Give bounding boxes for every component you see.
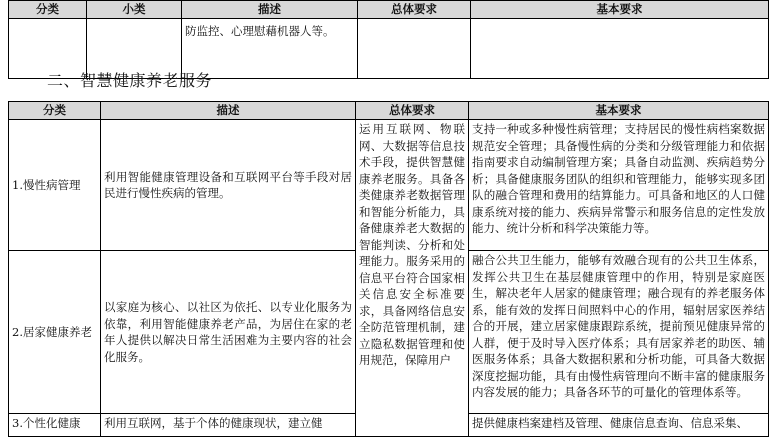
- continued-requirements-table: [8, 0, 769, 79]
- cell-description: 利用智能健康管理设备和互联网平台等手段对居民进行慢性疾病的管理。: [101, 120, 356, 251]
- header-subcategory: 小类: [87, 1, 182, 19]
- cell-category: 1.慢性病管理: [9, 120, 101, 251]
- header-description: 描述: [101, 102, 356, 120]
- cell-description: 利用互联网，基于个体的健康现状，建立健: [101, 414, 356, 437]
- cell-basic-requirement: 融合公共卫生能力，能够有效融合现有的公共卫生体系，发挥公共卫生在基层健康管理中的作用，特别是家庭医生，解决老年人居家的健康管理；融合现有的养老服务体系，能有效的发挥日间照料中心的作用，辐射居家医养结合的开展，建立居家健康跟踪系统，提前预见健康异常的人群，便于及时导入医疗体系；具有居家养老的助医、辅医服务体系；具备大数据积累和分析功能，可具备大数据深度挖掘功能，具有由慢性病管理向不断丰富的健康服务内容发展的能力；具备各环节的可量化的管理体系等。: [469, 251, 769, 414]
- header-overall-requirement: 总体要求: [356, 102, 469, 120]
- header-overall-requirement: 总体要求: [358, 1, 471, 19]
- header-basic-requirement: 基本要求: [471, 1, 769, 19]
- cell-overall-requirement: [358, 19, 471, 79]
- cell-description: 防监控、心理慰藉机器人等。: [182, 19, 358, 79]
- header-category: 分类: [9, 1, 87, 19]
- cell-category: 2.居家健康养老: [9, 251, 101, 414]
- header-description: 描述: [182, 1, 358, 19]
- table-header-row: [9, 102, 769, 120]
- table-row: [9, 120, 769, 251]
- cell-category: 3.个性化健康: [9, 414, 101, 437]
- service-requirements-table: [8, 101, 769, 437]
- cell-basic-requirement: [471, 19, 769, 79]
- cell-description: 以家庭为核心、以社区为依托、以专业化服务为依靠，利用智能健康养老产品，为居住在家的老年人提供以解决日常生活困难为主要内容的社会化服务。: [101, 251, 356, 414]
- cell-basic-requirement: 提供健康档案建档及管理、健康信息查询、信息采集、: [469, 414, 769, 437]
- cell-basic-requirement: 支持一种或多种慢性病管理；支持居民的慢性病档案数据规范安全管理；具备慢性病的分类和分级管理能力和依据指南要求自动编制管理方案；具备自动监测、疾病趋势分析；具备健康服务团队的组织和管理能力，能够实现多团队的融合管理和费用的结算能力。可具备和地区的人口健康系统对接的能力、疾病异常警示和服务信息的定性发放能力、统计分析和科学决策能力等。: [469, 120, 769, 251]
- cell-overall-requirement: 运用互联网、物联网、大数据等信息技术手段，提供智慧健康养老服务。具备各类健康养老数据管理和智能分析能力，具备健康养老大数据的智能判读、分析和处理能力。服务采用的信息平台符合国家相关信息安全标准要求，具备网络信息安全防范管理机制，建立隐私数据管理和使用规范，保障用户: [356, 120, 469, 437]
- table-header-row: [9, 1, 769, 19]
- section-heading: 二、智慧健康养老服务: [47, 71, 213, 90]
- header-basic-requirement: 基本要求: [469, 102, 769, 120]
- header-category: 分类: [9, 102, 101, 120]
